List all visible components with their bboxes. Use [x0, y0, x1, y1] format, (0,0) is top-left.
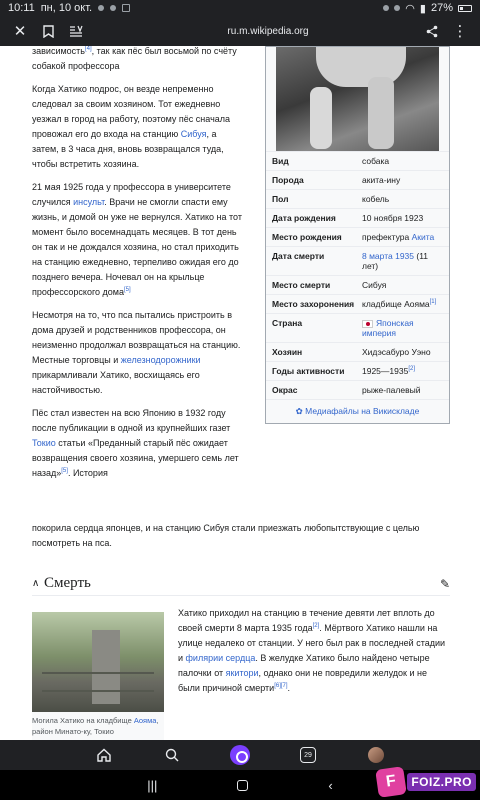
bookmark-icon[interactable]	[34, 17, 62, 45]
infobox-value	[362, 366, 443, 376]
paragraph-text: Несмотря на то, что пса пытались пристроить в дома друзей и родственников профессора, он неизменно продолжал возвращаться на станцию. Местные торговцы и	[32, 310, 241, 365]
footnote-ref[interactable]: [1]	[429, 299, 437, 306]
tabs-count: 29	[300, 747, 316, 763]
home-icon[interactable]	[93, 744, 115, 766]
profile-button[interactable]	[365, 744, 387, 766]
app-notification-icon	[122, 4, 130, 12]
alice-icon	[230, 745, 250, 765]
commons-media-link[interactable]	[266, 399, 449, 423]
infobox-value-text: 1925—1935	[362, 366, 409, 376]
signal-icon: ▮	[419, 2, 426, 15]
paragraph-text: . Врачи не смогли спасти ему жизнь, и домой он уже не вернулся. Хатико на тот момент было восемнадцать месяцев. В тот день он так и не дождался хозяина, но стал приходить на станцию ежедневно, терпеливо ожидая его до позднего вечера. Ночевал он на крыльце профессорского дома	[32, 197, 242, 297]
infobox-value-link[interactable]: Хидэсабуро Уэно	[362, 347, 431, 357]
infobox-value	[362, 232, 443, 242]
paragraph	[32, 180, 242, 300]
mute-icon	[394, 5, 400, 11]
link-heartworm[interactable]: филярии сердца	[185, 653, 256, 663]
infobox-value	[362, 251, 443, 271]
commons-icon: ✿	[295, 406, 303, 416]
paragraph-text: . История	[67, 468, 108, 478]
infobox-key: Годы активности	[272, 366, 345, 376]
footnote-ref[interactable]: [5]	[124, 287, 131, 293]
infobox-row	[266, 170, 449, 189]
footnote-ref[interactable]: [5]	[61, 468, 68, 474]
edit-pencil-icon[interactable]: ✎	[439, 576, 450, 591]
search-icon[interactable]	[161, 744, 183, 766]
address-bar[interactable]: ru.m.wikipedia.org	[227, 25, 309, 37]
share-icon[interactable]	[418, 17, 446, 45]
paragraph-text: 21 мая 1925 года у профессора в университете случился	[32, 182, 231, 207]
paragraph-continuation: покорила сердца японцев, и на станцию Сибуя стали приезжать любопытствующие с целью посмотреть на пса.	[32, 523, 420, 548]
paragraph-text: Пёс стал известен на всю Японию в 1932 году после публикации в одной из крупнейших газет	[32, 408, 231, 433]
infobox-row	[266, 380, 449, 399]
paragraph-text: Когда Хатико подрос, он везде непременно следовал за своим хозяином. Тот ежедневно уезжал в город на работу, поэтому пёс сначала провожал его до входа на станцию	[32, 84, 231, 139]
alice-assistant-button[interactable]	[229, 744, 251, 766]
home-button-icon[interactable]	[237, 780, 248, 791]
infobox-value-link[interactable]: Сибуя	[362, 280, 387, 290]
back-icon[interactable]: ‹	[328, 777, 333, 793]
infobox-key: Место смерти	[272, 280, 331, 290]
caption-text: Могила Хатико на кладбище	[32, 716, 134, 725]
more-menu-icon[interactable]: ⋮	[452, 23, 468, 40]
photo-shape	[92, 630, 120, 704]
infobox-value: кобель	[362, 194, 390, 204]
infobox-value-link[interactable]: Японская империя	[362, 318, 414, 338]
caption-text: , район Минато-ку, Токио	[32, 716, 159, 736]
infobox-key: Вид	[272, 156, 289, 166]
infobox-value-link[interactable]: Акита	[411, 232, 435, 242]
paragraph-text: . Мёртвого Хатико нашли на улице недалеко от станции. У него был рак в последней стадии и	[178, 623, 446, 663]
grave-thumbnail	[32, 612, 164, 740]
infobox-row	[266, 275, 449, 294]
tabs-button[interactable]	[297, 744, 319, 766]
reader-mode-icon[interactable]	[62, 17, 90, 45]
paragraph-text: , так как пёс был восьмой по счёту собакой профессора	[32, 46, 237, 71]
paragraph-text: , однако они не повредили желудок и не были причиной смерти	[178, 668, 427, 693]
infobox-row	[266, 361, 449, 380]
collapse-chevron-icon[interactable]: ∧	[32, 578, 40, 589]
status-date: пн, 10 окт.	[40, 2, 93, 14]
footnote-ref[interactable]: [6]	[274, 683, 281, 689]
link-aoyama[interactable]: Аояма	[133, 716, 157, 725]
link-shibuya[interactable]: Сибуя	[180, 129, 207, 139]
hachiko-photo[interactable]	[276, 47, 439, 151]
infobox-row	[266, 246, 449, 275]
infobox-value-link[interactable]: акита-ину	[362, 175, 401, 185]
thumbnail-caption	[32, 712, 164, 740]
infobox-value	[362, 318, 443, 338]
paragraph-text: статьи «Преданный старый пёс ожидает возвращения своего хозяина, умершего семь лет назад»	[32, 438, 239, 478]
paragraph-text: . В желудке Хатико было найдено четыре палочки от	[178, 653, 430, 678]
infobox-key: Хозяин	[272, 347, 303, 357]
alarm-icon	[383, 5, 389, 11]
infobox-key: Пол	[272, 194, 289, 204]
grave-photo[interactable]	[32, 612, 164, 712]
paragraph	[32, 82, 242, 172]
infobox-value-text: префектура	[362, 232, 412, 242]
recents-icon[interactable]: |||	[147, 777, 158, 793]
infobox-value	[362, 299, 443, 309]
infobox-key: Страна	[272, 318, 303, 328]
infobox-value-link[interactable]: 8 марта 1935	[362, 251, 414, 261]
infobox-value-link[interactable]: 10 ноября 1923	[362, 213, 424, 223]
footnote-ref[interactable]: [4]	[84, 46, 92, 52]
infobox-key: Дата рождения	[272, 213, 336, 223]
link-stroke[interactable]: инсульт	[73, 197, 105, 207]
avatar	[368, 747, 384, 763]
watermark	[377, 765, 476, 799]
watermark-logo-icon: F	[376, 766, 408, 798]
infobox-value-link[interactable]: собака	[362, 156, 390, 166]
infobox-value-text: (11 лет)	[362, 251, 429, 271]
infobox-value: рыже-палевый	[362, 385, 421, 395]
infobox-row	[266, 227, 449, 246]
infobox-key: Порода	[272, 175, 304, 185]
paragraph-text: зависимость	[32, 46, 85, 56]
battery-icon	[458, 5, 472, 12]
photo-shape	[368, 77, 394, 149]
footnote-ref[interactable]: [2]	[312, 623, 320, 629]
section-heading-death[interactable]	[32, 572, 450, 596]
paragraph-text: Хатико приходил на станцию в течение девяти лет вплоть до своей смерти 8 марта 1935 года	[178, 608, 435, 633]
paragraph	[32, 406, 242, 481]
article-text-left	[32, 46, 242, 481]
japan-flag-icon	[362, 320, 373, 328]
infobox-key: Окрас	[272, 385, 298, 395]
link-tokyo[interactable]: Токио	[32, 438, 56, 448]
link-railwaymen[interactable]: железнодорожники	[120, 355, 201, 365]
link-yakitori[interactable]: якитори	[225, 668, 259, 678]
infobox-row	[266, 342, 449, 361]
wifi-icon: ◠	[405, 2, 415, 15]
infobox-key: Место захоронения	[272, 299, 355, 309]
death-paragraph	[178, 606, 450, 696]
close-icon[interactable]: ✕	[13, 23, 27, 40]
paragraph	[32, 308, 242, 398]
infobox-value-text: кладбище Аояма	[362, 299, 430, 309]
commons-media-label: Медиафайлы на Викискладе	[305, 406, 420, 416]
battery-level: 27%	[430, 2, 453, 14]
photo-shape	[310, 87, 332, 149]
paragraph-text: , а затем, в 3 часа дня, вновь возвращался туда, чтобы встретить хозяина.	[32, 129, 224, 169]
photo-shape	[42, 672, 154, 692]
infobox-row	[266, 294, 449, 313]
infobox-key: Место рождения	[272, 232, 342, 242]
paragraph-text: прикармливали Хатико, восхищаясь его настойчивостью.	[32, 370, 200, 395]
infobox	[265, 46, 450, 424]
infobox-key: Дата смерти	[272, 251, 325, 261]
footnote-ref[interactable]: [2]	[408, 366, 415, 373]
status-time: 10:11	[8, 2, 35, 14]
infobox-row	[266, 313, 449, 342]
infobox-row	[266, 189, 449, 208]
watermark-text: FOIZ.PRO	[407, 773, 476, 791]
paragraph-text: .	[287, 683, 291, 693]
paragraph	[32, 46, 242, 74]
notification-icon	[110, 5, 116, 11]
status-bar	[0, 0, 480, 16]
section-title: Смерть	[44, 575, 91, 591]
infobox-row	[266, 208, 449, 227]
article-content	[0, 46, 480, 740]
footnote-ref[interactable]: [7]	[280, 683, 288, 689]
browser-toolbar	[0, 16, 480, 46]
notification-icon	[98, 5, 104, 11]
infobox-row	[266, 151, 449, 170]
